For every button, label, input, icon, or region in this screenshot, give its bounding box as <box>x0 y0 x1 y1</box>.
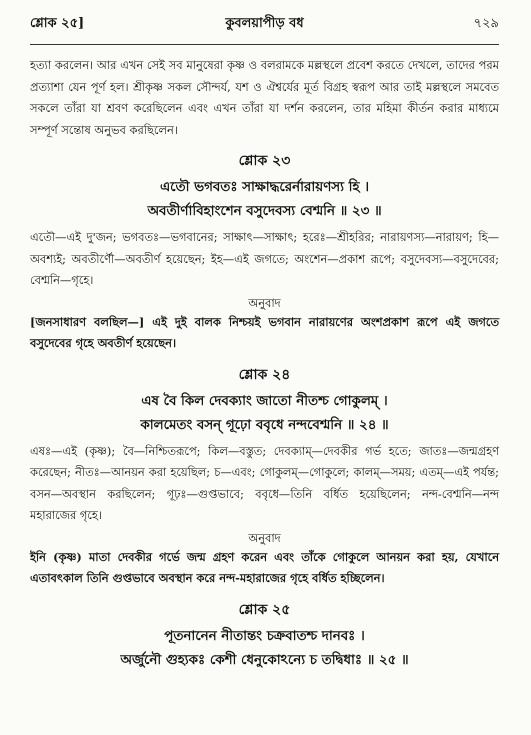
verse-block-24 <box>30 363 499 590</box>
verse-line: অর্জুনৌ গুহ্যকঃ কেশী ধেনুকোঽন্যে চ তদ্বিধাঃ ॥ ২৫ ॥ <box>120 651 409 668</box>
header-verse-ref: শ্লোক ২৫] <box>30 16 85 31</box>
verse-title: শ্লোক ২৩ <box>238 153 291 169</box>
verse-block-25 <box>30 598 499 672</box>
translation-heading: অনুবাদ <box>248 530 281 545</box>
verse-line: এষ বৈ কিল দেবক্যাং জাতো নীতশ্চ গোকুলম্ । <box>141 392 388 409</box>
purport-paragraph: হত্যা করলেন। আর এখন সেই সব মানুষেরা কৃষ্ণ ও বলরামকে মল্লস্থলে প্রবেশ করতে দেখলে, তাদের পরম প্রত্যাশা যেন পূর্ণ হল। শ্রীকৃষ্ণ সকল সৌন্দর্য, যশ ও ঐশ্বর্যের মূর্ত বিগ্রহ স্বরূপ আর তাই মল্লস্থলে সমবেত সকলে তাঁরা যা শ্রবণ করেছিলেন এবং এখন তাঁরা যা দর্শন করলেন, তার মহিমা কীর্তন করার মাধ্যমে সম্পূর্ণ সন্তোষ অনুভব করছিলেন। <box>30 58 499 137</box>
verse-title: শ্লোক ২৪ <box>238 366 291 383</box>
word-synonyms: এষঃ—এই (কৃষ্ণ); বৈ—নিশ্চিতরূপে; কিল—বস্তুত; দেবক্যাম্—দেবকীর গর্ভ হতে; জাতঃ—জন্মগ্রহণ করেছেন; নীতঃ—আনয়ন করা হয়েছিল; চ—এবং; গোকুলম্—গোকুলে; কালম্—সময়; এতম্—এই পর্যন্ত; বসন—অবস্থান করছিলেন; গূঢ়ঃ—গুপ্তভাবে; ববৃধে—তিনি বর্ধিত হয়েছিলেন; নন্দ-বেশ্মনি—নন্দ মহারাজের গৃহে। <box>30 443 499 522</box>
verse-line: অবতীর্ণাবিহাংশেন বসুদেবস্য বেশ্মনি ॥ ২৩ ॥ <box>147 203 382 219</box>
translation-text: ইনি (কৃষ্ণ) মাতা দেবকীর গর্ভে জন্ম গ্রহণ করেন এবং তাঁকে গোকুলে আনয়ন করা হয়, যেখানে এতাবৎকাল তিনি গুপ্তভাবে অবস্থান করে নন্দ-মহারাজের গৃহে বর্ধিত হচ্ছিলেন। <box>30 549 499 585</box>
verse-title: শ্লোক ২৫ <box>238 601 291 618</box>
word-synonyms: এতৌ—এই দু'জন; ভগবতঃ—ভগবানের; সাক্ষাৎ—সাক্ষাৎ; হরেঃ—শ্রীহরির; নারায়ণস্য—নারায়ণ; হি—অবশ্যই; অবতীর্ণৌ—অবতীর্ণ হয়েছেন; ইহ—এই জগতে; অংশেন—প্রকাশ রূপে; বসুদেবস্য—বসুদেবের; বেশ্মনি—গৃহে। <box>30 230 499 287</box>
verse-line: কালমেতং বসন্ গূঢ়ো ববৃধে নন্দবেশ্মনি ॥ ২৪ ॥ <box>140 416 389 433</box>
verse-block-23 <box>30 149 499 355</box>
header-page-number: ৭২৯ <box>473 16 499 31</box>
verse-line: পূতনানেন নীতান্তং চক্রবাতশ্চ দানবঃ । <box>164 627 365 644</box>
verse-line: এতৌ ভগবতঃ সাক্ষাদ্ধরের্নারায়ণস্য হি । <box>159 179 369 195</box>
translation-heading: অনুবাদ <box>248 295 281 310</box>
page-header <box>30 0 499 45</box>
translation-text: [জনসাধারণ বলছিল—] এই দুই বালক নিশ্চয়ই ভগবান নারায়ণের অংশপ্রকাশ রূপে এই জগতে বসুদেবের গৃহে অবতীর্ণ হয়েছেন। <box>30 314 499 350</box>
header-chapter-title: কুবলয়াপীড় বধ <box>225 16 304 31</box>
